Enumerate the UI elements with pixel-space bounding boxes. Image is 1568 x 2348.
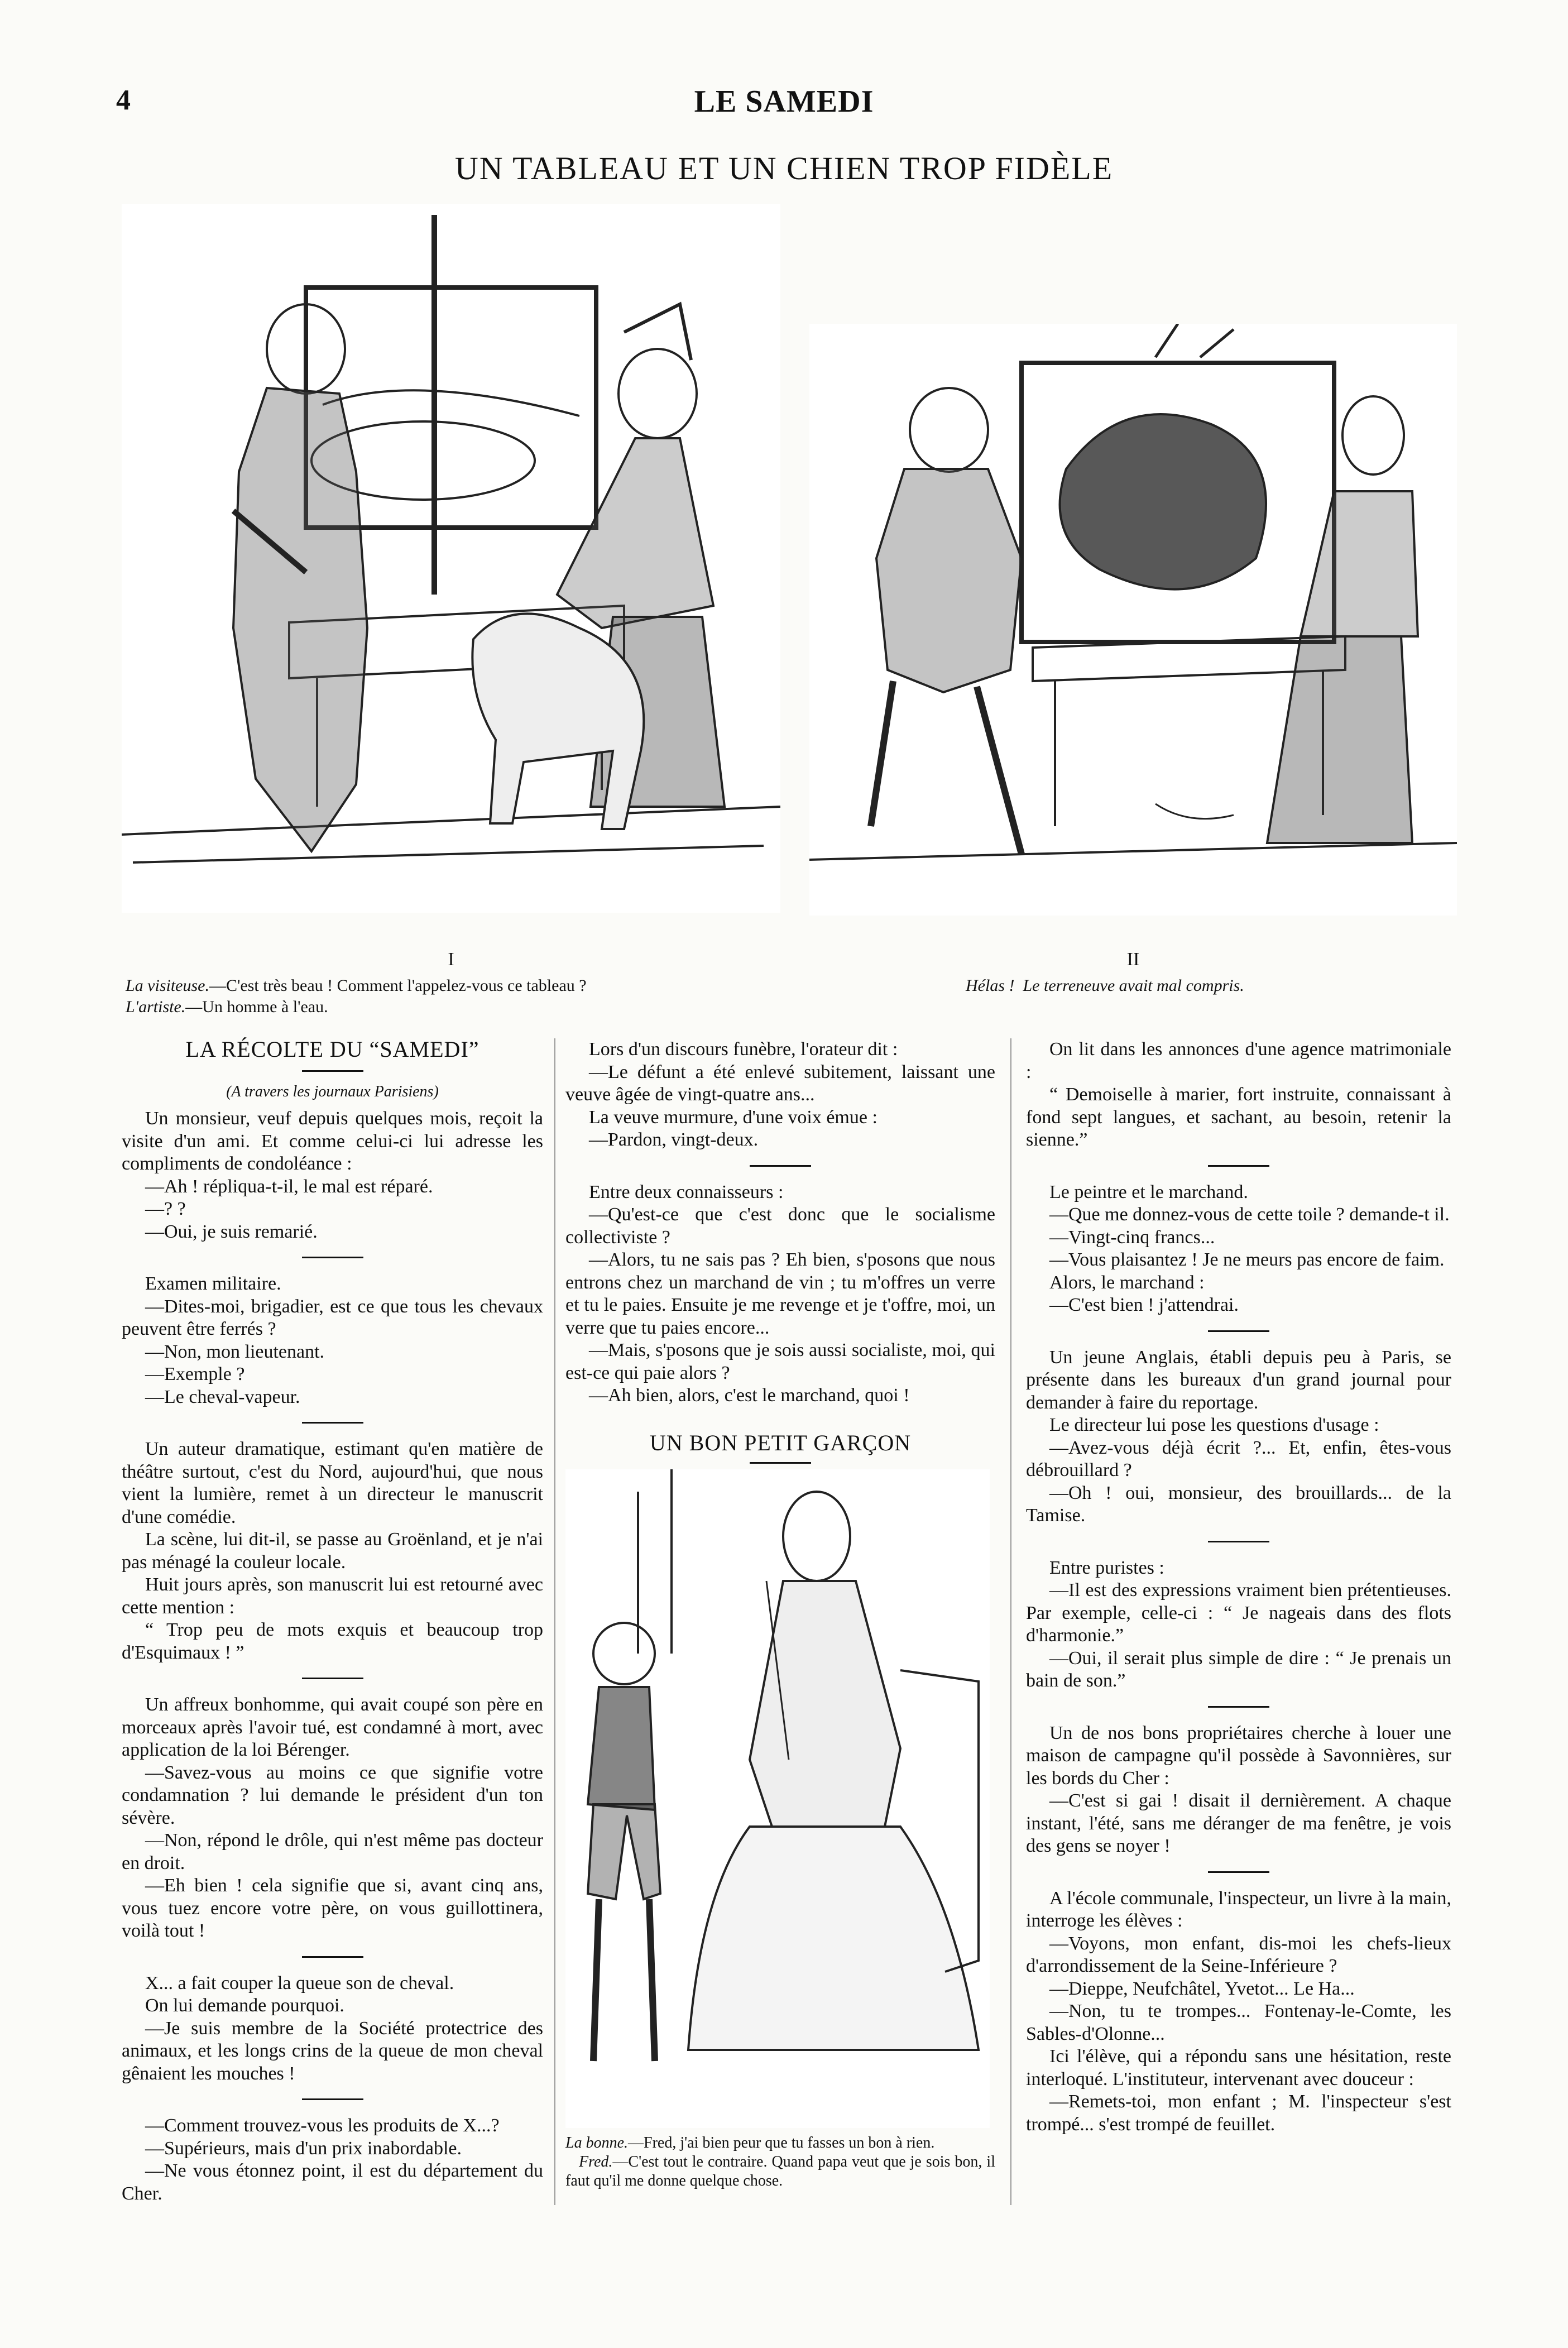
caption-speaker-helas: Hélas ! xyxy=(966,976,1015,995)
anecdote-proprietaire-p2: —C'est si gai ! disait il dernièrement. A chaque instant, l'été, sans me déranger de ma fenêtre, je vois des gens se noyer ! xyxy=(1026,1790,1451,1856)
caption-text-artist: —Un homme à l'eau. xyxy=(185,998,328,1016)
separator-rule xyxy=(1208,1541,1269,1542)
anecdote-auteur-p2: La scène, lui dit-il, se passe au Groënland, et je n'ai pas ménagé la couleur locale. xyxy=(122,1529,543,1573)
painter-visitor-dog-drawing xyxy=(122,204,780,913)
anecdote-socialisme-p2: —Qu'est-ce que c'est donc que le socialisme collectiviste ? xyxy=(565,1204,995,1248)
anecdote-cheval-p3: —Je suis membre de la Société protectrice des animaux, et les longs crins de la queue de mon cheval gênaient les mouches ! xyxy=(122,2018,543,2084)
heading-rule xyxy=(302,1070,363,1072)
anecdote-ecole-p2: —Voyons, mon enfant, dis-moi les chefs-lieux d'arrondissement de la Seine-Inférieure ? xyxy=(1026,1933,1451,1976)
anecdote-peintre-p4: —Vous plaisantez ! Je ne meurs pas encore de faim. xyxy=(1049,1249,1445,1270)
anecdote-puristes-p3: —Oui, il serait plus simple de dire : “ Je prenais un bain de son.” xyxy=(1026,1647,1451,1691)
panel-2-numeral: II xyxy=(1126,949,1140,970)
anecdote-cheval-p1: X... a fait couper la queue son de cheval. xyxy=(145,1972,454,1994)
separator-rule xyxy=(1208,1706,1269,1708)
anecdote-anglais-p3: —Avez-vous déjà écrit ?... Et, enfin, êtes-vous débrouillard ? xyxy=(1026,1437,1451,1480)
illustration-panel-2 xyxy=(809,324,1457,916)
caption-speaker-bonne: La bonne. xyxy=(565,2134,628,2151)
separator-rule xyxy=(302,1422,363,1424)
heading-rule xyxy=(750,1462,811,1464)
anecdote-examen-p3: —Non, mon lieutenant. xyxy=(145,1341,325,1362)
anecdote-funebre-p4: —Pardon, vingt-deux. xyxy=(589,1129,759,1150)
anecdote-funebre-p2: —Le défunt a été enlevé subitement, laissant une veuve âgée de vingt-quatre ans... xyxy=(565,1061,995,1105)
caption-speaker-fred: Fred. xyxy=(579,2153,613,2170)
caption-speaker-visitor: La visiteuse. xyxy=(126,976,209,995)
caption-text-visitor: —C'est très beau ! Comment l'appelez-vous ce tableau ? xyxy=(209,976,587,995)
separator-rule xyxy=(302,1257,363,1258)
anecdote-annonce-p1: On lit dans les annonces d'une agence matrimoniale : xyxy=(1026,1039,1451,1082)
illustration-panel-1 xyxy=(122,204,780,913)
anecdote-anglais-p2: Le directeur lui pose les questions d'usage : xyxy=(1049,1415,1379,1435)
separator-rule xyxy=(302,2098,363,2100)
page-number: 4 xyxy=(116,84,131,116)
anecdote-socialisme-p1: Entre deux connaisseurs : xyxy=(589,1181,784,1202)
anecdote-examen-p1: Examen militaire. xyxy=(145,1273,281,1294)
anecdote-veuf-p1: Un monsieur, veuf depuis quelques mois, reçoit la visite d'un ami. Et comme celui-ci lui adresse les compliments de condoléance : xyxy=(122,1108,543,1174)
separator-rule xyxy=(1208,1871,1269,1873)
panel-1-numeral: I xyxy=(448,949,454,970)
column-3 xyxy=(1026,1038,1451,2136)
separator-rule xyxy=(1208,1165,1269,1167)
anecdote-funebre-p3: La veuve murmure, d'une voix émue : xyxy=(589,1106,877,1128)
bon-petit-garcon-heading: UN BON PETIT GARÇON xyxy=(649,1430,912,1455)
column-divider xyxy=(1010,1038,1011,2205)
caption-speaker-artist: L'artiste. xyxy=(126,998,186,1016)
anecdote-ecole-p5: Ici l'élève, qui a répondu sans une hésitation, reste interloqué. L'instituteur, intervenant avec douceur : xyxy=(1026,2046,1451,2090)
anecdote-peintre-p1: Le peintre et le marchand. xyxy=(1049,1181,1248,1202)
caption-text-fred: —C'est tout le contraire. Quand papa veut que je sois bon, il faut qu'il me donne quelque chose. xyxy=(565,2153,995,2189)
separator-rule xyxy=(302,1956,363,1958)
column-1-subheading: (A travers les journaux Parisiens) xyxy=(226,1082,439,1100)
masthead: LE SAMEDI xyxy=(694,84,874,119)
anecdote-funebre-p1: Lors d'un discours funèbre, l'orateur dit : xyxy=(589,1039,898,1060)
anecdote-bonhomme-p3: —Non, répond le drôle, qui n'est même pas docteur en droit. xyxy=(122,1830,543,1873)
anecdote-veuf-p3: —? ? xyxy=(145,1199,186,1219)
anecdote-auteur-p4: “ Trop peu de mots exquis et beaucoup trop d'Esquimaux ! ” xyxy=(122,1619,543,1663)
anecdote-cher-p3: —Ne vous étonnez point, il est du département du Cher. xyxy=(122,2160,543,2204)
anecdote-peintre-p2: —Que me donnez-vous de cette toile ? demande-t il. xyxy=(1049,1204,1450,1225)
nanny-and-boy-drawing xyxy=(565,1469,990,2128)
anecdote-ecole-p1: A l'école communale, l'inspecteur, un livre à la main, interroge les élèves : xyxy=(1026,1887,1451,1931)
column-1 xyxy=(122,1038,543,2205)
anecdote-examen-p5: —Le cheval-vapeur. xyxy=(145,1386,300,1407)
anecdote-socialisme-p3: —Alors, tu ne sais pas ? Eh bien, s'posons que nous entrons chez un marchand de vin ; tu m'offres un verre et tu le paies. Ensuite je me revenge et je t'offre, moi, un verre que tu paies encore... xyxy=(565,1249,995,1338)
anecdote-peintre-p3: —Vingt-cinq francs... xyxy=(1049,1226,1215,1248)
anecdote-bonhomme-p1: Un affreux bonhomme, qui avait coupé son père en morceaux après l'avoir tué, est condamné à mort, avec application de la loi Bérenger. xyxy=(122,1694,543,1760)
anecdote-peintre-p5: Alors, le marchand : xyxy=(1049,1272,1205,1293)
anecdote-examen-p4: —Exemple ? xyxy=(145,1364,245,1384)
separator-rule xyxy=(750,1165,811,1167)
separator-rule xyxy=(1208,1330,1269,1332)
anecdote-puristes-p1: Entre puristes : xyxy=(1049,1557,1164,1578)
anecdote-veuf-p2: —Ah ! répliqua-t-il, le mal est réparé. xyxy=(145,1176,433,1197)
panel-2-caption xyxy=(966,975,1468,996)
anecdote-cher-p2: —Supérieurs, mais d'un prix inabordable. xyxy=(145,2138,462,2159)
panel-1-caption-line-1 xyxy=(126,975,823,996)
anecdote-socialisme-p5: —Ah bien, alors, c'est le marchand, quoi ! xyxy=(589,1385,910,1406)
column-2 xyxy=(565,1038,995,2191)
anecdote-bonhomme-p4: —Eh bien ! cela signifie que si, avant cinq ans, vous tuez encore votre père, on vous guillottinera, voilà tout ! xyxy=(122,1875,543,1941)
panel-1-caption-line-2 xyxy=(126,996,823,1018)
anecdote-ecole-p3: —Dieppe, Neufchâtel, Yvetot... Le Ha... xyxy=(1049,1978,1355,1999)
anecdote-ecole-p6: —Remets-toi, mon enfant ; M. l'inspecteur s'est trompé... s'est trompé de feuillet. xyxy=(1026,2091,1451,2135)
anecdote-peintre-p6: —C'est bien ! j'attendrai. xyxy=(1049,1295,1239,1315)
caption-fred xyxy=(565,2153,995,2191)
separator-rule xyxy=(302,1678,363,1679)
anecdote-puristes-p2: —Il est des expressions vraiment bien prétentieuses. Par exemple, celle-ci : “ Je nageais dans des flots d'harmonie.” xyxy=(1026,1580,1451,1646)
bon-petit-garcon-caption xyxy=(565,2134,995,2191)
caption-text-terreneuve: Le terreneuve avait mal compris. xyxy=(1023,976,1244,995)
anecdote-examen-p2: —Dites-moi, brigadier, est ce que tous les chevaux peuvent être ferrés ? xyxy=(122,1296,543,1339)
panel-1-caption xyxy=(126,975,823,1018)
anecdote-auteur-p1: Un auteur dramatique, estimant qu'en matière de théâtre surtout, c'est du Nord, aujourd'hui, que nous vient la lumière, remet à un directeur le manuscrit d'une comédie. xyxy=(122,1439,543,1527)
anecdote-ecole-p4: —Non, tu te trompes... Fontenay-le-Comte, les Sables-d'Olonne... xyxy=(1026,2001,1451,2044)
anecdote-anglais-p4: —Oh ! oui, monsieur, des brouillards... de la Tamise. xyxy=(1026,1482,1451,1526)
caption-text-bonne: —Fred, j'ai bien peur que tu fasses un bon à rien. xyxy=(628,2134,935,2151)
anecdote-bonhomme-p2: —Savez-vous au moins ce que signifie votre condamnation ? lui demande le président d'un ton sévère. xyxy=(122,1762,543,1828)
anecdote-proprietaire-p1: Un de nos bons propriétaires cherche à louer une maison de campagne qu'il possède à Savonnières, sur les bords du Cher : xyxy=(1026,1722,1451,1789)
illustration-bon-petit-garcon xyxy=(565,1469,990,2128)
anecdote-cher-p1: —Comment trouvez-vous les produits de X...? xyxy=(145,2115,500,2136)
dog-jumps-into-painting-drawing xyxy=(809,324,1457,916)
anecdote-cheval-p2: On lui demande pourquoi. xyxy=(145,1995,344,2016)
anecdote-socialisme-p4: —Mais, s'posons que je sois aussi socialiste, moi, qui est-ce qui paie alors ? xyxy=(565,1340,995,1383)
anecdote-veuf-p4: —Oui, je suis remarié. xyxy=(145,1221,318,1242)
anecdote-annonce-p2: “ Demoiselle à marier, fort instruite, connaissant à fond sept langues, et sachant, au besoin, retenir la sienne.” xyxy=(1026,1084,1451,1150)
column-1-heading: LA RÉCOLTE DU “SAMEDI” xyxy=(185,1037,479,1062)
page-title: UN TABLEAU ET UN CHIEN TROP FIDÈLE xyxy=(454,150,1114,186)
column-divider xyxy=(554,1038,555,2205)
anecdote-anglais-p1: Un jeune Anglais, établi depuis peu à Paris, se présente dans les bureaux d'un grand journal pour demander à faire du reportage. xyxy=(1026,1346,1451,1413)
anecdote-auteur-p3: Huit jours après, son manuscrit lui est retourné avec cette mention : xyxy=(122,1574,543,1618)
caption-bonne xyxy=(565,2134,995,2153)
